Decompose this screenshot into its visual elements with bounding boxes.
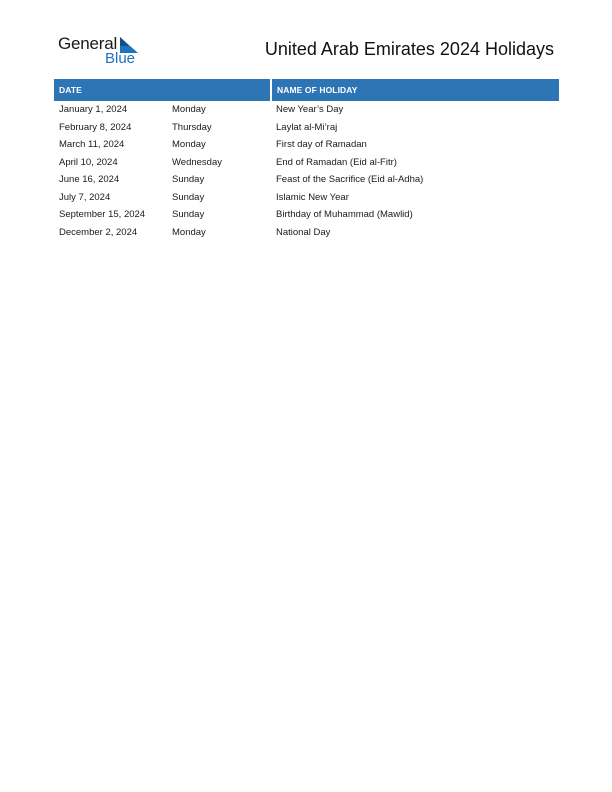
cell-day: Wednesday [172,156,222,168]
table-row [54,224,559,242]
cell-date: September 15, 2024 [59,209,146,221]
cell-date: December 2, 2024 [59,226,138,238]
cell-holiday-name: End of Ramadan (Eid al-Fitr) [276,156,397,168]
table-row [54,189,559,207]
cell-day: Monday [172,139,206,151]
cell-holiday-name: First day of Ramadan [276,139,367,151]
cell-holiday-name: Islamic New Year [276,191,349,203]
table-row [54,154,559,172]
table-row [54,171,559,189]
table-row [54,119,559,137]
cell-holiday-name: Laylat al-Mi’raj [276,121,338,133]
cell-date: January 1, 2024 [59,104,128,116]
cell-date: June 16, 2024 [59,174,120,186]
cell-holiday-name: New Year’s Day [276,104,344,116]
cell-day: Sunday [172,209,205,221]
cell-day: Monday [172,226,206,238]
column-header-holiday: NAME OF HOLIDAY [271,79,559,101]
page-title: United Arab Emirates 2024 Holidays [264,39,554,59]
logo-text-general: General [58,34,118,53]
cell-holiday-name: Birthday of Muhammad (Mawlid) [276,209,413,221]
holiday-table [54,79,559,241]
table-row [54,136,559,154]
logo-text-blue: Blue [105,50,136,67]
cell-day: Sunday [172,191,205,203]
cell-day: Sunday [172,174,205,186]
cell-holiday-name: National Day [276,226,331,238]
cell-date: March 11, 2024 [59,139,125,151]
table-row [54,101,559,119]
cell-day: Monday [172,104,206,116]
cell-date: April 10, 2024 [59,156,118,168]
cell-date: July 7, 2024 [59,191,111,203]
table-row [54,206,559,224]
column-header-date: DATE [54,79,271,101]
cell-day: Thursday [172,121,212,133]
table-header-row [54,79,559,101]
logo [58,34,148,68]
cell-date: February 8, 2024 [59,121,132,133]
cell-holiday-name: Feast of the Sacrifice (Eid al-Adha) [276,174,424,186]
